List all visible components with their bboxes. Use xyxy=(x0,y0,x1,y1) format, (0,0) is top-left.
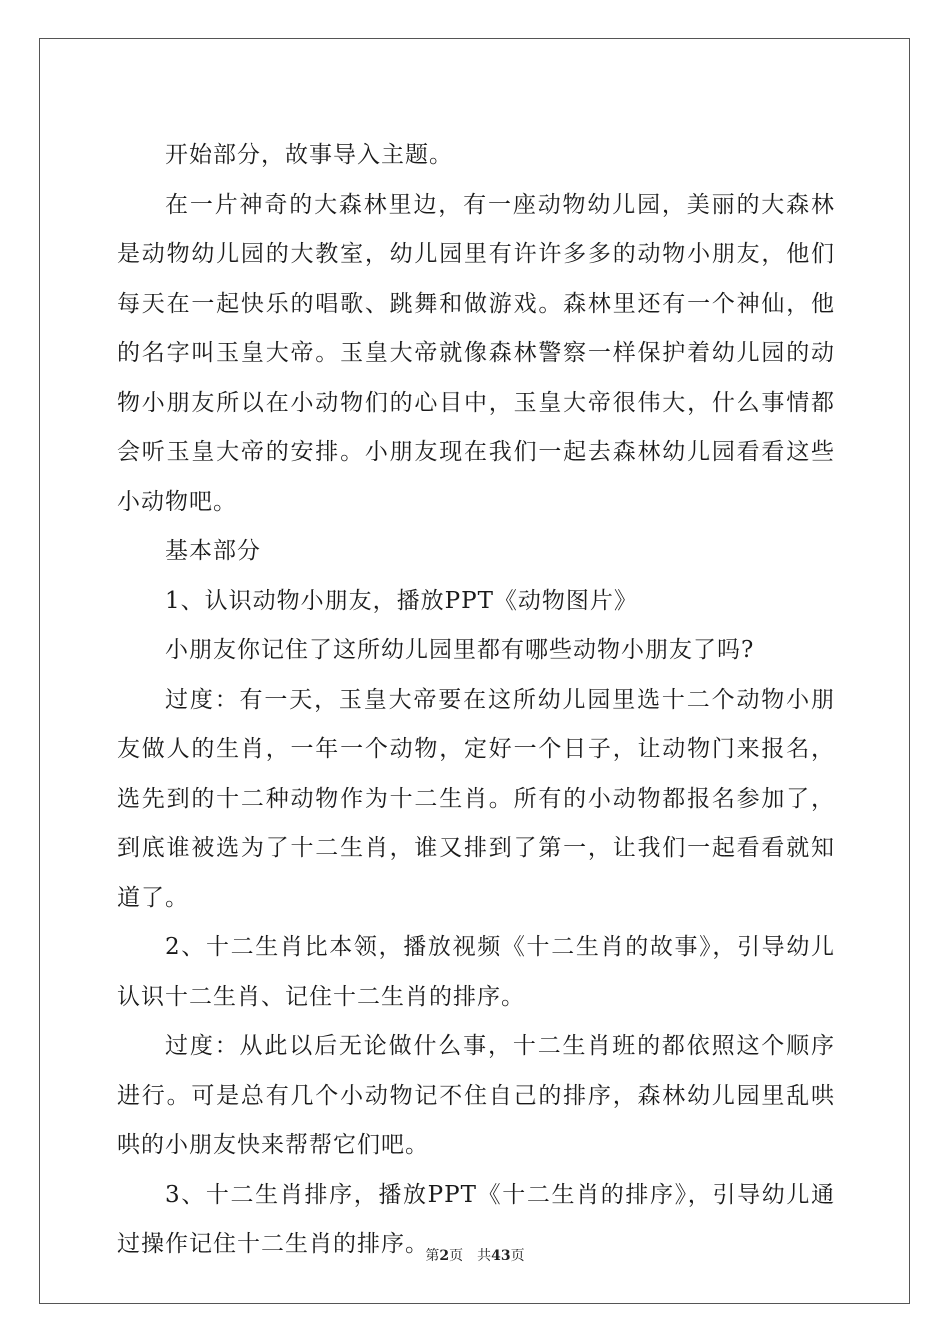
paragraph: 过度：有一天，玉皇大帝要在这所幼儿园里选十二个动物小朋友做人的生肖，一年一个动物，定好一个日子，让动物门来报名，选先到的十二种动物作为十二生肖。所有的小动物都报名参加了，到底谁被选为了十二生肖，谁又排到了第一，让我们一起看看就知道了。 xyxy=(117,686,835,911)
paragraph: 2、十二生肖比本领，播放视频《十二生肖的故事》，引导幼儿认识十二生肖、记住十二生肖的排序。 xyxy=(117,934,835,1010)
paragraph: 1、认识动物小朋友，播放PPT《动物图片》 xyxy=(165,587,638,614)
total-page-count: 43 xyxy=(491,1248,511,1264)
paragraph: 过度：从此以后无论做什么事，十二生肖班的都依照这个顺序进行。可是总有几个小动物记不住自己的排序，森林幼儿园里乱哄哄的小朋友快来帮帮它们吧。 xyxy=(117,1033,835,1158)
footer-suffix: 页 xyxy=(510,1248,525,1264)
footer-prefix: 第 xyxy=(425,1248,440,1264)
paragraph: 在一片神奇的大森林里边，有一座动物幼儿园，美丽的大森林是动物幼儿园的大教室，幼儿园里有许许多多的动物小朋友，他们每天在一起快乐的唱歌、跳舞和做游戏。森林里还有一个神仙，他的名字叫玉皇大帝。玉皇大帝就像森林警察一样保护着幼儿园的动物小朋友所以在小动物们的心目中，玉皇大帝很伟大，什么事情都会听玉皇大帝的安排。小朋友现在我们一起去森林幼儿园看看这些小动物吧。 xyxy=(117,191,835,515)
paragraph: 开始部分，故事导入主题。 xyxy=(165,142,453,168)
paragraph: 3、十二生肖排序，播放PPT《十二生肖的排序》，引导幼儿通过操作记住十二生肖的排序。 xyxy=(117,1181,835,1257)
document-body xyxy=(117,131,835,1270)
page-footer xyxy=(0,1245,950,1265)
paragraph: 小朋友你记住了这所幼儿园里都有哪些动物小朋友了吗? xyxy=(165,637,755,663)
footer-mid: 页 共 xyxy=(449,1248,492,1264)
current-page-number: 2 xyxy=(439,1248,450,1264)
section-heading: 基本部分 xyxy=(165,538,261,564)
